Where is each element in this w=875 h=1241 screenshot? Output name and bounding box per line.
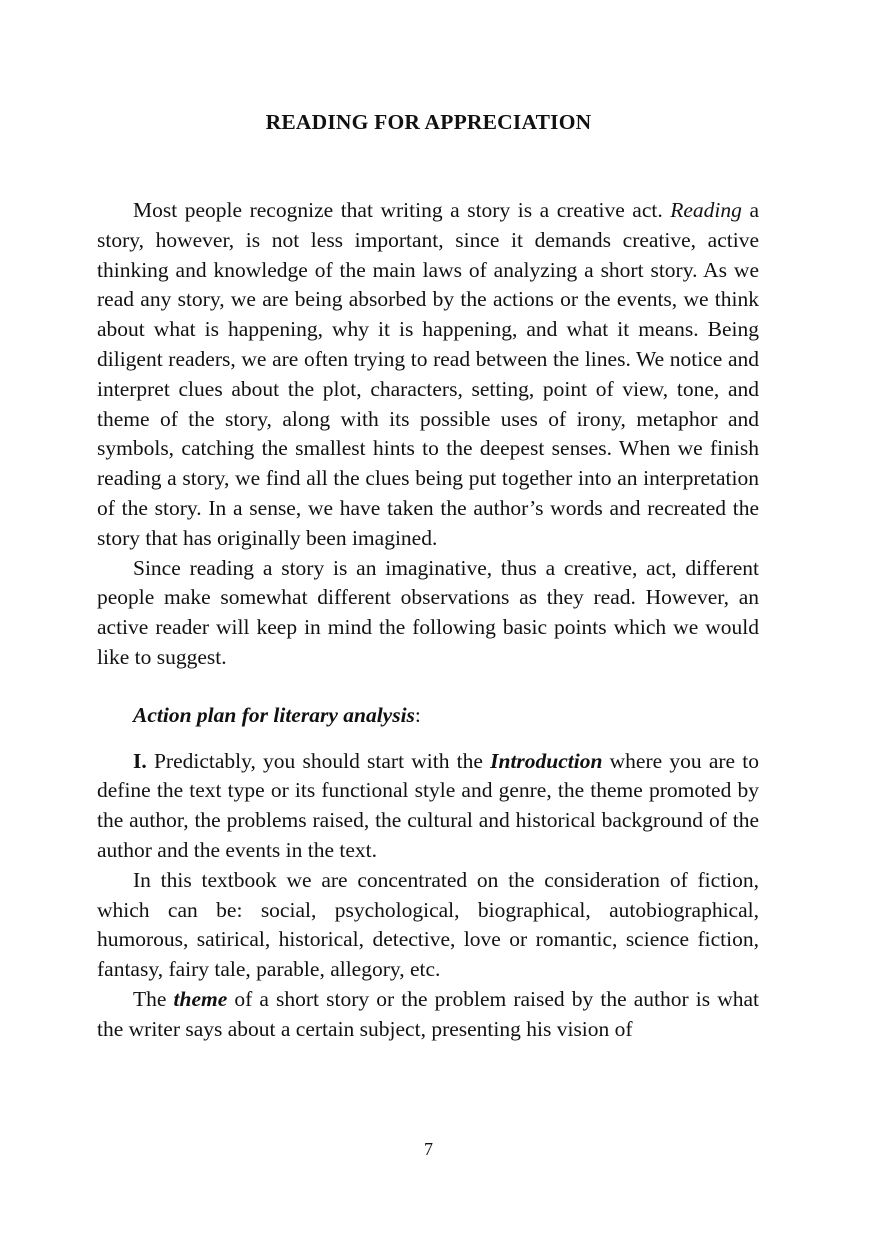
paragraph-intro-start: Most people recognize that writing a story is a creative act. [133, 198, 671, 222]
paragraph-theme [97, 985, 759, 1045]
paragraph-fiction-types: In this textbook we are concentrated on the consideration of fiction, which can be: social, psychological, biographical, autobiographical, humorous, satirical, historical, detective, love or romantic, science fiction, fantasy, fairy tale, parable, allegory, etc. [97, 867, 759, 982]
theme-text-rest: of a short story or the problem raised by the author is what the writer says about a certain subject, presenting his vision of [97, 986, 759, 1041]
paragraph-introduction-step [97, 747, 759, 866]
theme-term: theme [173, 986, 228, 1011]
action-plan-heading [97, 701, 759, 731]
page-title: READING FOR APPRECIATION [265, 110, 592, 134]
introduction-term: Introduction [490, 748, 603, 773]
paragraph-intro [97, 196, 759, 554]
step-text-rest: where you are to define the text type or its functional style and genre, the theme promoted by the author, the problems raised, the cultural and historical background of the author and the events in the text. [97, 748, 759, 862]
action-plan-colon: : [414, 702, 421, 727]
page-number: 7 [424, 1139, 433, 1159]
theme-text-start: The [133, 986, 174, 1011]
step-text-start: Predictably, you should start with the [146, 748, 491, 773]
action-plan-title: Action plan for literary analysis [133, 702, 415, 727]
reading-emphasis: Reading [670, 198, 742, 222]
paragraph-imaginative-reading: Since reading a story is an imaginative, thus a creative, act, different people make somewhat different observations as they read. However, an active reader will keep in mind the following basic points which we would like to suggest. [97, 555, 759, 669]
paragraph-intro-rest: a story, however, is not less important, since it demands creative, active thinking and knowledge of the main laws of analyzing a short story. As we read any story, we are being absorbed by the actions or the events, we think about what is happening, why it is happening, and what it means. Being diligent readers, we are often trying to read between the lines. We notice and interpret clues about the plot, characters, setting, point of view, tone, and theme of the story, along with its possible uses of irony, metaphor and symbols, catching the smallest hints to the deepest senses. When we finish reading a story, we find all the clues being put together into an interpretation of the story. In a sense, we have taken the author’s words and recreated the story that has originally been imagined. [97, 198, 759, 550]
body-text [97, 196, 759, 1045]
step-numeral: I. [133, 748, 147, 773]
